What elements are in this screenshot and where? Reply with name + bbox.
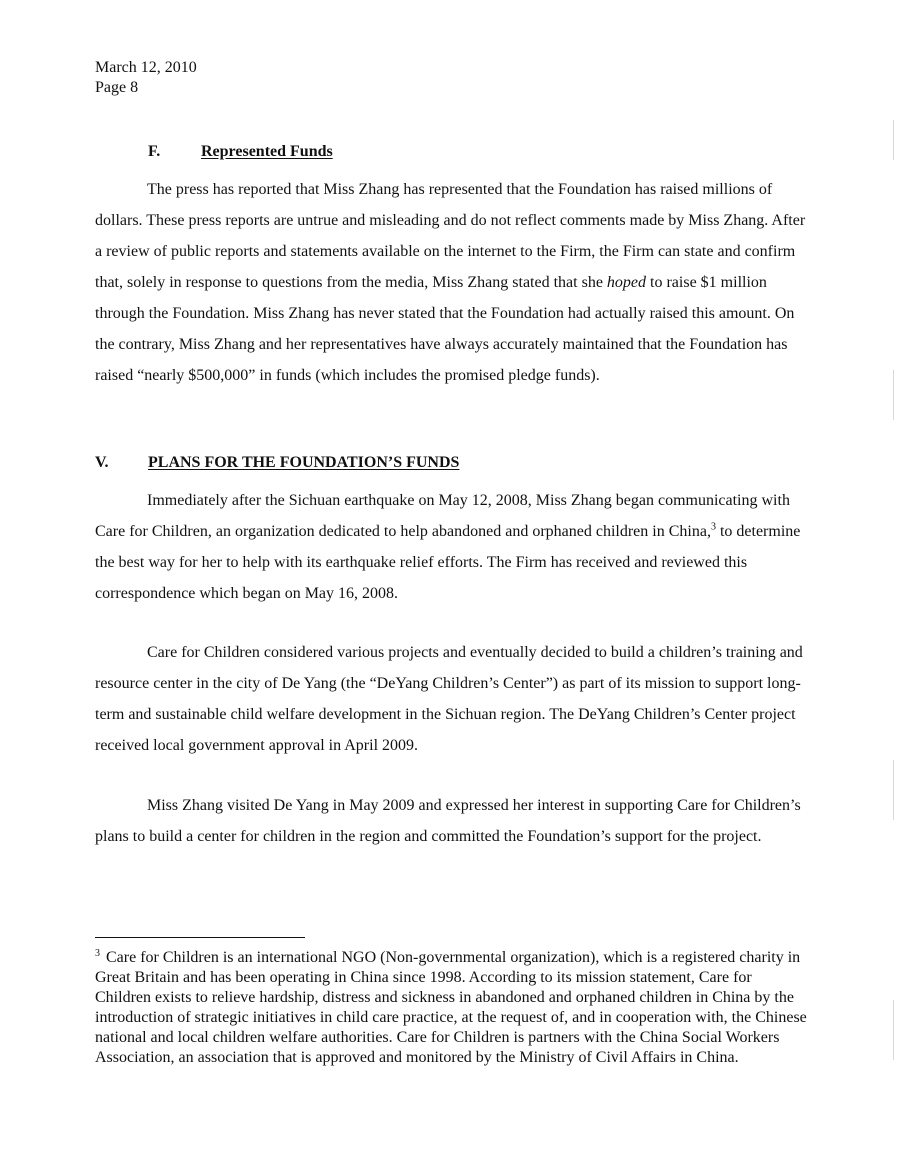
section-v-p1-text-1: Immediately after the Sichuan earthquake on May 12, 2008, Miss Zhang began communicating with Care for Children, an organization dedicated to help abandoned and orphaned children in China,	[95, 492, 790, 540]
section-v-p1-text-2: to determine the best way for her to help with its earthquake relief efforts. The Firm has received and reviewed this correspondence which began on May 16, 2008.	[95, 523, 801, 602]
section-f-text-2: to raise $1 million through the Foundation. Miss Zhang has never stated that the Foundation had actually raised this amount. On the contrary, Miss Zhang and her representatives have always accurately maintained that the Foundation has raised “nearly $500,000” in funds (which includes the promised pledge funds).	[95, 274, 795, 384]
scan-margin-mark	[893, 370, 894, 420]
footnote-reference[interactable]: 3	[710, 521, 716, 533]
section-f-text-1: The press has reported that Miss Zhang has represented that the Foundation has raised millions of dollars. These press reports are untrue and misleading and do not reflect comments made by Miss Zhang. After a review of public reports and statements available on the internet to the Firm, the Firm can state and confirm that, solely in response to questions from the media, Miss Zhang stated that she	[95, 181, 806, 291]
scan-margin-mark	[893, 120, 894, 160]
scan-margin-mark	[893, 760, 894, 820]
section-v-heading	[95, 453, 459, 473]
footnote-divider	[95, 937, 305, 938]
footnote	[95, 948, 807, 1068]
section-v-paragraph-1	[95, 485, 807, 609]
section-f-number: F.	[148, 143, 161, 160]
footnote-text: Care for Children is an international NGO (Non-governmental organization), which is a registered charity in Great Britain and has been operating in China since 1998. According to its mission statement, Care for Children exists to relieve hardship, distress and sickness in abandoned and orphaned children in China by the introduction of strategic initiatives in child care practice, at the request of, and in cooperation with, the Chinese national and local children welfare authorities. Care for Children is partners with the China Social Workers Association, an association that is approved and monitored by the Ministry of Civil Affairs in China.	[95, 949, 807, 1066]
section-v-paragraph-3: Miss Zhang visited De Yang in May 2009 and expressed her interest in supporting Care for Children’s plans to build a center for children in the region and committed the Foundation’s support for the project.	[95, 797, 801, 845]
scan-margin-mark	[893, 1000, 894, 1060]
section-f-heading	[148, 142, 333, 162]
header-page-number: Page 8	[95, 79, 139, 96]
section-v-title: PLANS FOR THE FOUNDATION’S FUNDS	[148, 454, 460, 471]
header-date: March 12, 2010	[95, 59, 197, 76]
footnote-number: 3	[95, 947, 100, 959]
page-header	[95, 58, 197, 98]
section-f-paragraph	[95, 174, 807, 391]
section-v-number: V.	[95, 454, 109, 471]
section-v-paragraph-2: Care for Children considered various projects and eventually decided to build a children’s training and resource center in the city of De Yang (the “DeYang Children’s Center”) as part of its mission to support long-term and sustainable child welfare development in the Sichuan region. The DeYang Children’s Center project received local government approval in April 2009.	[95, 644, 803, 754]
section-f-emphasis: hoped	[606, 274, 647, 291]
section-f-title: Represented Funds	[201, 143, 333, 160]
